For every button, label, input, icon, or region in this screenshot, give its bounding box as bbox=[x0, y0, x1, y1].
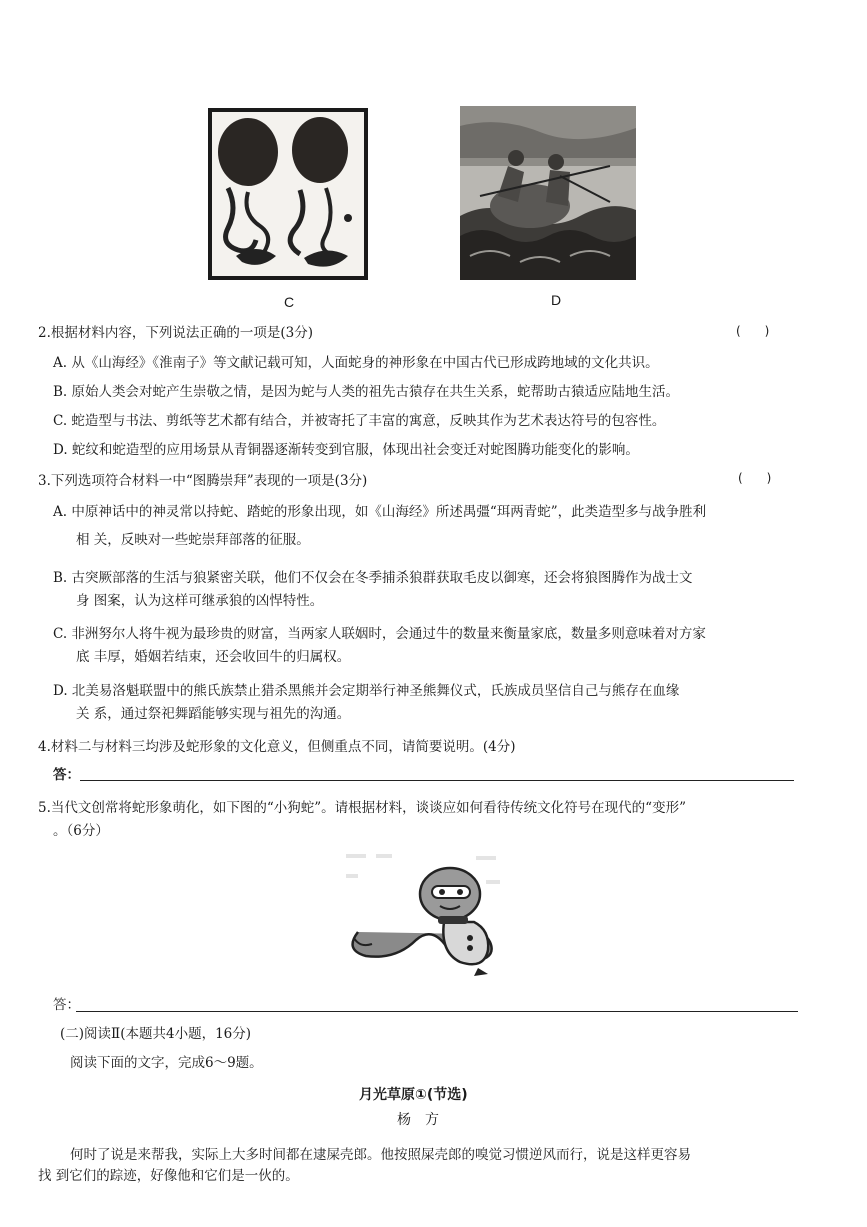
question-4-answer-label: 答： bbox=[53, 767, 80, 783]
question-3-option-a-line2: 相 关，反映对一些蛇崇拜部落的征服。 bbox=[76, 532, 310, 548]
question-3-option-b-line2: 身 图案，认为这样可继承狼的凶悍特性。 bbox=[76, 593, 324, 609]
question-3-option-a-line1: A. 中原神话中的神灵常以持蛇、踏蛇的形象出现，如《山海经》所述禺彊“珥两青蛇”，此类造型多与战争胜利 bbox=[53, 504, 707, 520]
question-2-option-d: D. 蛇纹和蛇造型的应用场景从青铜器逐渐转变到官服，体现出社会变迁对蛇图腾功能变化的影响。 bbox=[53, 442, 639, 458]
figure-c-rubbing bbox=[208, 108, 368, 280]
question-5-answer-line[interactable] bbox=[76, 1011, 798, 1012]
passage-paragraph-line2: 找 到它们的踪迹，好像他和它们是一伙的。 bbox=[38, 1168, 299, 1184]
question-3-option-c-line2: 底 丰厚，婚姻若结束，还会收回牛的归属权。 bbox=[76, 649, 351, 665]
figure-d-painting bbox=[460, 106, 636, 280]
dog-snake-illustration bbox=[346, 852, 502, 982]
question-2-answer-bracket: ( ) bbox=[736, 324, 770, 338]
figure-d-caption: D bbox=[551, 292, 562, 308]
passage-author: 杨 方 bbox=[397, 1112, 439, 1128]
question-5-answer-label: 答： bbox=[53, 997, 80, 1013]
section-2-heading: (二)阅读Ⅱ(本题共4小题，16分) bbox=[60, 1026, 252, 1042]
question-5-stem-line1: 5.当代文创常将蛇形象萌化，如下图的“小狗蛇”。请根据材料，谈谈应如何看待传统文化符号在现代的“变形” bbox=[38, 800, 686, 816]
figure-c-caption: C bbox=[284, 294, 295, 310]
question-4-stem: 4.材料二与材料三均涉及蛇形象的文化意义，但侧重点不同，请简要说明。(4分) bbox=[38, 739, 516, 755]
question-2-option-b: B. 原始人类会对蛇产生崇敬之情，是因为蛇与人类的祖先古猿存在共生关系，蛇帮助古猿适应陆地生活。 bbox=[53, 384, 680, 400]
question-3-answer-bracket: ( ) bbox=[738, 471, 772, 485]
question-2-stem: 2.根据材料内容，下列说法正确的一项是(3分) bbox=[38, 325, 314, 341]
question-4-answer-line[interactable] bbox=[80, 780, 794, 781]
question-2-option-a: A. 从《山海经》《淮南子》等文献记载可知，人面蛇身的神形象在中国古代已形成跨地域的文化共识。 bbox=[53, 355, 659, 371]
question-2-option-c: C. 蛇造型与书法、剪纸等艺术都有结合，并被寄托了丰富的寓意，反映其作为艺术表达符号的包容性。 bbox=[53, 413, 666, 429]
question-5-stem-line2: 。（6分） bbox=[53, 823, 109, 839]
passage-paragraph-line1: 何时了说是来帮我，实际上大多时间都在逮屎壳郎。他按照屎壳郎的嗅觉习惯逆风而行，说是这样更容易 bbox=[70, 1147, 691, 1163]
section-2-instruction: 阅读下面的文字，完成6～9题。 bbox=[70, 1055, 263, 1071]
question-3-stem: 3.下列选项符合材料一中“图腾崇拜”表现的一项是(3分) bbox=[38, 473, 368, 489]
question-3-option-d-line1: D. 北美易洛魁联盟中的熊氏族禁止猎杀黑熊并会定期举行神圣熊舞仪式，氏族成员坚信自己与熊存在血缘 bbox=[53, 683, 680, 699]
passage-title: 月光草原①(节选) bbox=[359, 1087, 468, 1103]
question-3-option-d-line2: 关 系，通过祭祀舞蹈能够实现与祖先的沟通。 bbox=[76, 706, 351, 722]
question-3-option-b-line1: B. 古突厥部落的生活与狼紧密关联，他们不仅会在冬季捕杀狼群获取毛皮以御寒，还会将狼图腾作为战士文 bbox=[53, 570, 693, 586]
question-3-option-c-line1: C. 非洲努尔人将牛视为最珍贵的财富，当两家人联姻时，会通过牛的数量来衡量家底，数量多则意味着对方家 bbox=[53, 626, 706, 642]
